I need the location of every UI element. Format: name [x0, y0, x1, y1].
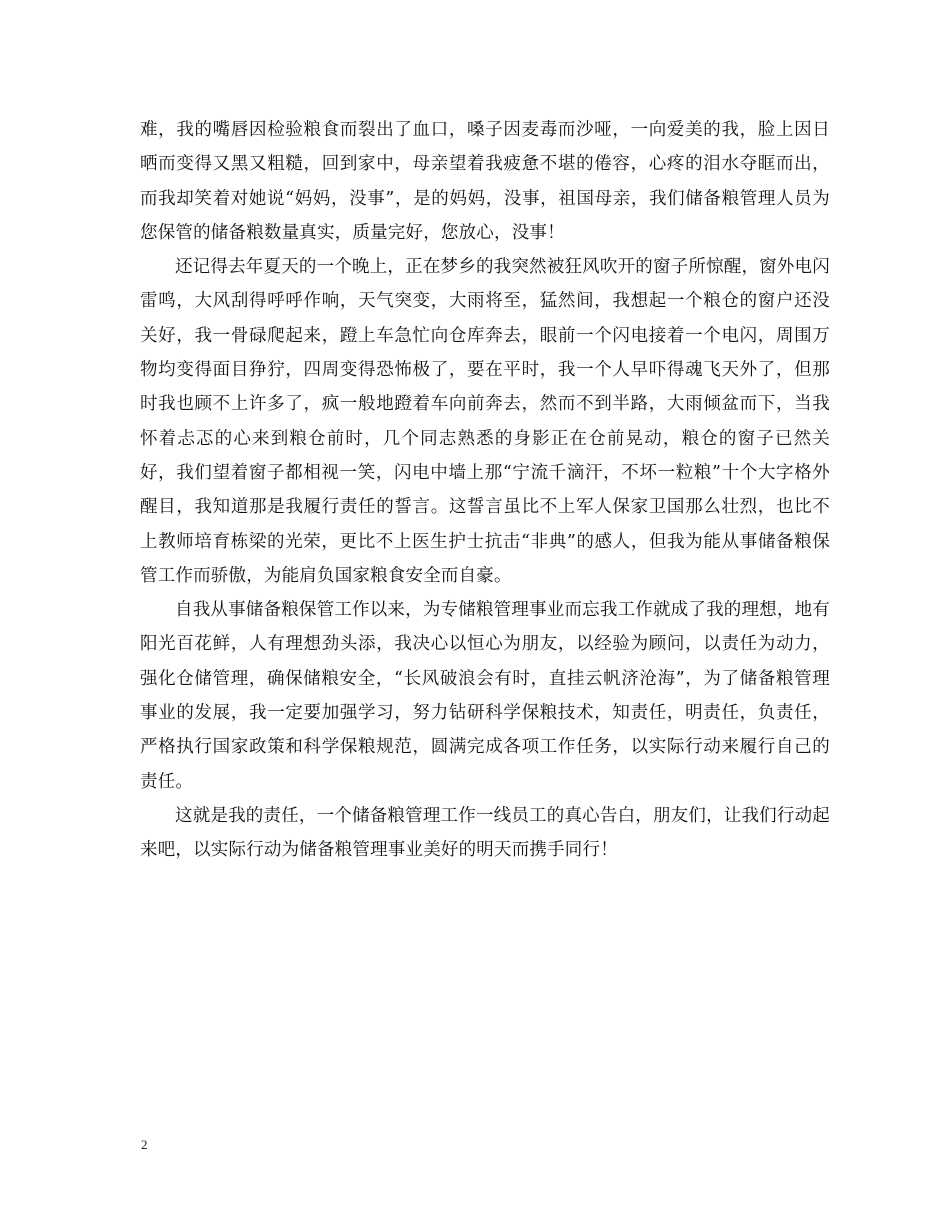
body-text [140, 113, 830, 868]
paragraph-continuation: 难，我的嘴唇因检验粮食而裂出了血口，嗓子因麦毒而沙哑，一向爱美的我，脸上因日晒而变得又黑又粗糙，回到家中，母亲望着我疲惫不堪的倦容，心疼的泪水夺眶而出，而我却笑着对她说“妈妈，没事”，是的妈妈，没事，祖国母亲，我们储备粮管理人员为您保管的储备粮数量真实，质量完好，您放心，没事！ [140, 120, 830, 243]
page-number: 2 [141, 1137, 148, 1152]
paragraph-ideal: 自我从事储备粮保管工作以来，为专储粮管理事业而忘我工作就成了我的理想，地有阳光百花鲜，人有理想劲头添，我决心以恒心为朋友，以经验为顾问，以责任为动力，强化仓储管理，确保储粮安全，“长风破浪会有时，直挂云帆济沧海”，为了储备粮管理事业的发展，我一定要加强学习，努力钻研科学保粮技术，知责任，明责任，负责任，严格执行国家政策和科学保粮规范，圆满完成各项工作任务，以实际行动来履行自己的责任。 [140, 600, 830, 792]
paragraph-closing: 这就是我的责任，一个储备粮管理工作一线员工的真心告白，朋友们，让我们行动起来吧，以实际行动为储备粮管理事业美好的明天而携手同行！ [140, 805, 830, 861]
paragraph-summer-night: 还记得去年夏天的一个晚上，正在梦乡的我突然被狂风吹开的窗子所惊醒，窗外电闪雷鸣，大风刮得呼呼作响，天气突变，大雨将至，猛然间，我想起一个粮仓的窗户还没关好，我一骨碌爬起来，蹬上车急忙向仓库奔去，眼前一个闪电接着一个电闪，周围万物均变得面目狰狞，四周变得恐怖极了，要在平时，我一个人早吓得魂飞天外了，但那时我也顾不上许多了，疯一般地蹬着车向前奔去，然而不到半路，大雨倾盆而下，当我怀着忐忑的心来到粮仓前时，几个同志熟悉的身影正在仓前晃动，粮仓的窗子已然关好，我们望着窗子都相视一笑，闪电中墙上那“宁流千滴汗，不坏一粒粮”十个大字格外醒目，我知道那是我履行责任的誓言。这誓言虽比不上军人保家卫国那么壮烈，也比不上教师培育栋梁的光荣，更比不上医生护士抗击“非典”的感人，但我为能从事储备粮保管工作而骄傲，为能肩负国家粮食安全而自豪。 [140, 257, 830, 586]
